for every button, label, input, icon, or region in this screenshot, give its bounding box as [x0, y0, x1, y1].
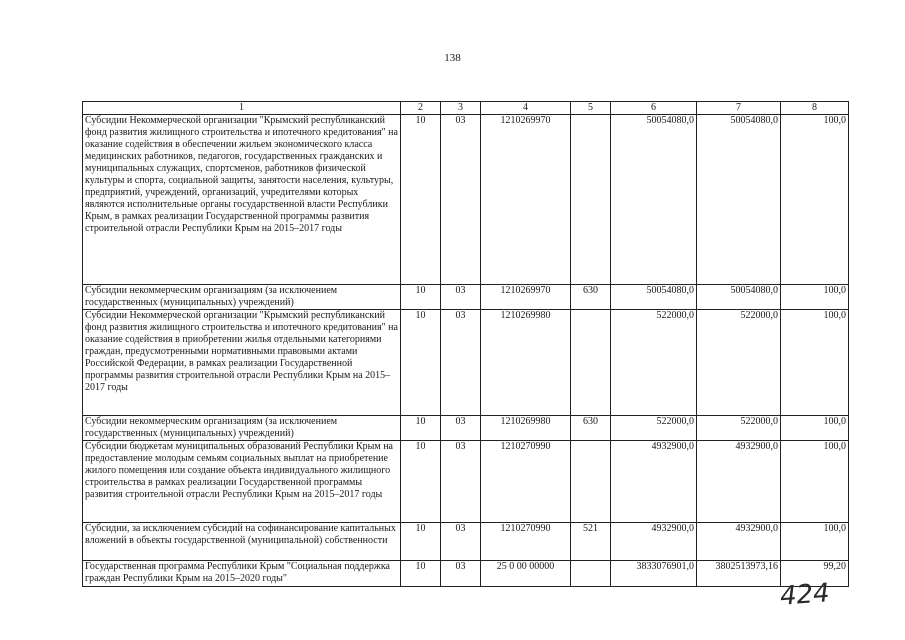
row-section: 10 — [401, 285, 441, 310]
row-percent: 100,0 — [781, 523, 849, 561]
row-subsection: 03 — [441, 523, 481, 561]
row-target-code: 25 0 00 00000 — [481, 561, 571, 587]
header-col-4: 4 — [481, 102, 571, 115]
row-target-code: 1210269970 — [481, 285, 571, 310]
header-col-7: 7 — [697, 102, 781, 115]
row-amount-plan: 3833076901,0 — [611, 561, 697, 587]
table-row — [83, 561, 849, 587]
header-col-1: 1 — [83, 102, 401, 115]
row-subsection: 03 — [441, 285, 481, 310]
row-target-code: 1210270990 — [481, 441, 571, 523]
row-subsection: 03 — [441, 416, 481, 441]
row-subsection: 03 — [441, 441, 481, 523]
row-section: 10 — [401, 115, 441, 285]
table-row — [83, 441, 849, 523]
row-expense-type — [571, 561, 611, 587]
row-amount-actual: 4932900,0 — [697, 441, 781, 523]
row-percent: 100,0 — [781, 310, 849, 416]
row-percent: 100,0 — [781, 115, 849, 285]
row-target-code: 1210269980 — [481, 416, 571, 441]
row-target-code: 1210269970 — [481, 115, 571, 285]
row-subsection: 03 — [441, 115, 481, 285]
row-amount-actual: 50054080,0 — [697, 115, 781, 285]
row-amount-actual: 50054080,0 — [697, 285, 781, 310]
row-description: Субсидии некоммерческим организациям (за исключением государственных (муниципальных) учреждений) — [83, 285, 401, 310]
row-percent: 100,0 — [781, 441, 849, 523]
row-description: Субсидии Некоммерческой организации "Крымский республиканский фонд развития жилищного строительства и ипотечного кредитования" на оказание содействия в приобретении жилья отдельными категориями граждан, предусмотренными нормативными правовыми актами Российской Федерации, в рамках реализации Государственной программы развития строительной отрасли Республики Крым на 2015–2017 годы — [83, 310, 401, 416]
row-section: 10 — [401, 310, 441, 416]
row-description: Субсидии, за исключением субсидий на софинансирование капитальных вложений в объекты государственной (муниципальной) собственности — [83, 523, 401, 561]
row-subsection: 03 — [441, 561, 481, 587]
table-row — [83, 285, 849, 310]
row-target-code: 1210270990 — [481, 523, 571, 561]
row-section: 10 — [401, 561, 441, 587]
header-col-8: 8 — [781, 102, 849, 115]
row-expense-type — [571, 310, 611, 416]
row-percent: 100,0 — [781, 416, 849, 441]
header-col-5: 5 — [571, 102, 611, 115]
row-description: Субсидии бюджетам муниципальных образований Республики Крым на предоставление молодым семьям социальных выплат на приобретение жилого помещения или создание объекта индивидуального жилищного строительства в рамках реализации Государственной программы развития строительной отрасли Республики Крым на 2015–2017 годы — [83, 441, 401, 523]
row-percent: 99,20 — [781, 561, 849, 587]
row-expense-type: 521 — [571, 523, 611, 561]
row-amount-plan: 50054080,0 — [611, 115, 697, 285]
row-description: Субсидии Некоммерческой организации "Крымский республиканский фонд развития жилищного строительства и ипотечного кредитования" на оказание содействия в обеспечении жильем экономического класса медицинских работников, педагогов, государственных гражданских и муниципальных служащих, спортсменов, работников физической культуры и спорта, социальной защиты, занятости населения, культуры, предприятий, учреждений, организаций, учредителями которых являются исполнительные органы государственной власти Республики Крым, в рамках реализации Государственной программы развития строительной отрасли Республики Крым на 2015–2017 годы — [83, 115, 401, 285]
budget-table — [82, 101, 849, 587]
row-section: 10 — [401, 416, 441, 441]
row-expense-type — [571, 115, 611, 285]
row-expense-type: 630 — [571, 285, 611, 310]
row-amount-actual: 522000,0 — [697, 416, 781, 441]
page-number: 138 — [444, 52, 461, 64]
row-amount-plan: 522000,0 — [611, 310, 697, 416]
table-row — [83, 310, 849, 416]
row-expense-type — [571, 441, 611, 523]
row-amount-actual: 4932900,0 — [697, 523, 781, 561]
row-target-code: 1210269980 — [481, 310, 571, 416]
header-col-3: 3 — [441, 102, 481, 115]
table-row — [83, 115, 849, 285]
row-amount-actual: 3802513973,16 — [697, 561, 781, 587]
row-amount-plan: 50054080,0 — [611, 285, 697, 310]
row-percent: 100,0 — [781, 285, 849, 310]
table-row — [83, 523, 849, 561]
row-description: Государственная программа Республики Крым "Социальная поддержка граждан Республики Крым на 2015–2020 годы" — [83, 561, 401, 587]
row-amount-actual: 522000,0 — [697, 310, 781, 416]
header-col-6: 6 — [611, 102, 697, 115]
row-expense-type: 630 — [571, 416, 611, 441]
row-amount-plan: 522000,0 — [611, 416, 697, 441]
table-row — [83, 416, 849, 441]
row-description: Субсидии некоммерческим организациям (за исключением государственных (муниципальных) учреждений) — [83, 416, 401, 441]
row-subsection: 03 — [441, 310, 481, 416]
header-col-2: 2 — [401, 102, 441, 115]
header-row — [83, 102, 849, 115]
handwritten-page-number: 424 — [779, 578, 831, 612]
row-amount-plan: 4932900,0 — [611, 523, 697, 561]
row-amount-plan: 4932900,0 — [611, 441, 697, 523]
row-section: 10 — [401, 441, 441, 523]
row-section: 10 — [401, 523, 441, 561]
